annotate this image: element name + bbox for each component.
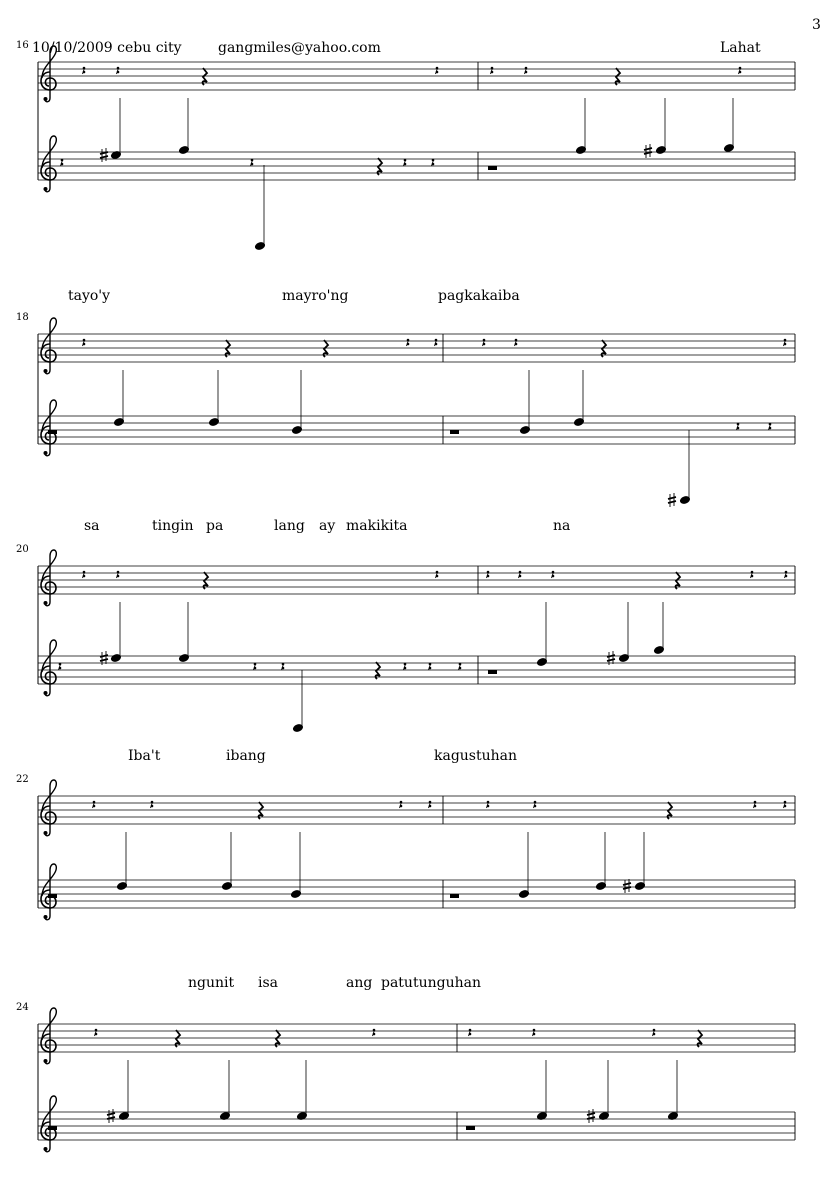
lyric: tingin [152,518,194,534]
page-number: 3 [812,17,821,33]
lyric: ngunit [188,975,235,991]
sharp-icon [100,148,108,162]
lyric: sa [84,518,100,534]
lyric: isa [258,975,279,991]
sharp-icon [644,144,652,158]
lyric: na [553,518,571,534]
lyric: pagkakaiba [438,288,520,304]
lyric: Lahat [720,40,761,56]
measure-number: 16 [16,40,29,51]
lyric: Iba't [128,748,161,764]
measure-number: 24 [16,1002,29,1013]
lyric: ang [346,975,373,991]
rest-icon [616,68,620,85]
system-4 [16,748,795,920]
lyric: ay [319,518,336,534]
system-1 [16,40,795,251]
treble-clef-icon [41,136,56,192]
lyric: patutunguhan [381,975,481,991]
system-5 [16,975,795,1152]
treble-clef-icon [41,46,56,102]
measure-number: 22 [16,774,29,785]
lyric: pa [206,518,224,534]
system-3 [16,518,795,733]
measure-number: 18 [16,312,29,323]
lyric: tayo'y [68,288,111,304]
lyric: lang [274,518,305,534]
lyric: kagustuhan [434,748,518,764]
lyric: makikita [346,518,408,534]
lyric: ibang [226,748,266,764]
header-email: gangmiles@yahoo.com [218,40,381,56]
system-2 [16,288,795,507]
header-date-place: 10/10/2009 cebu city [32,40,182,56]
lyric: mayro'ng [282,288,349,304]
measure-number: 20 [16,544,29,555]
rest-icon [203,68,207,85]
